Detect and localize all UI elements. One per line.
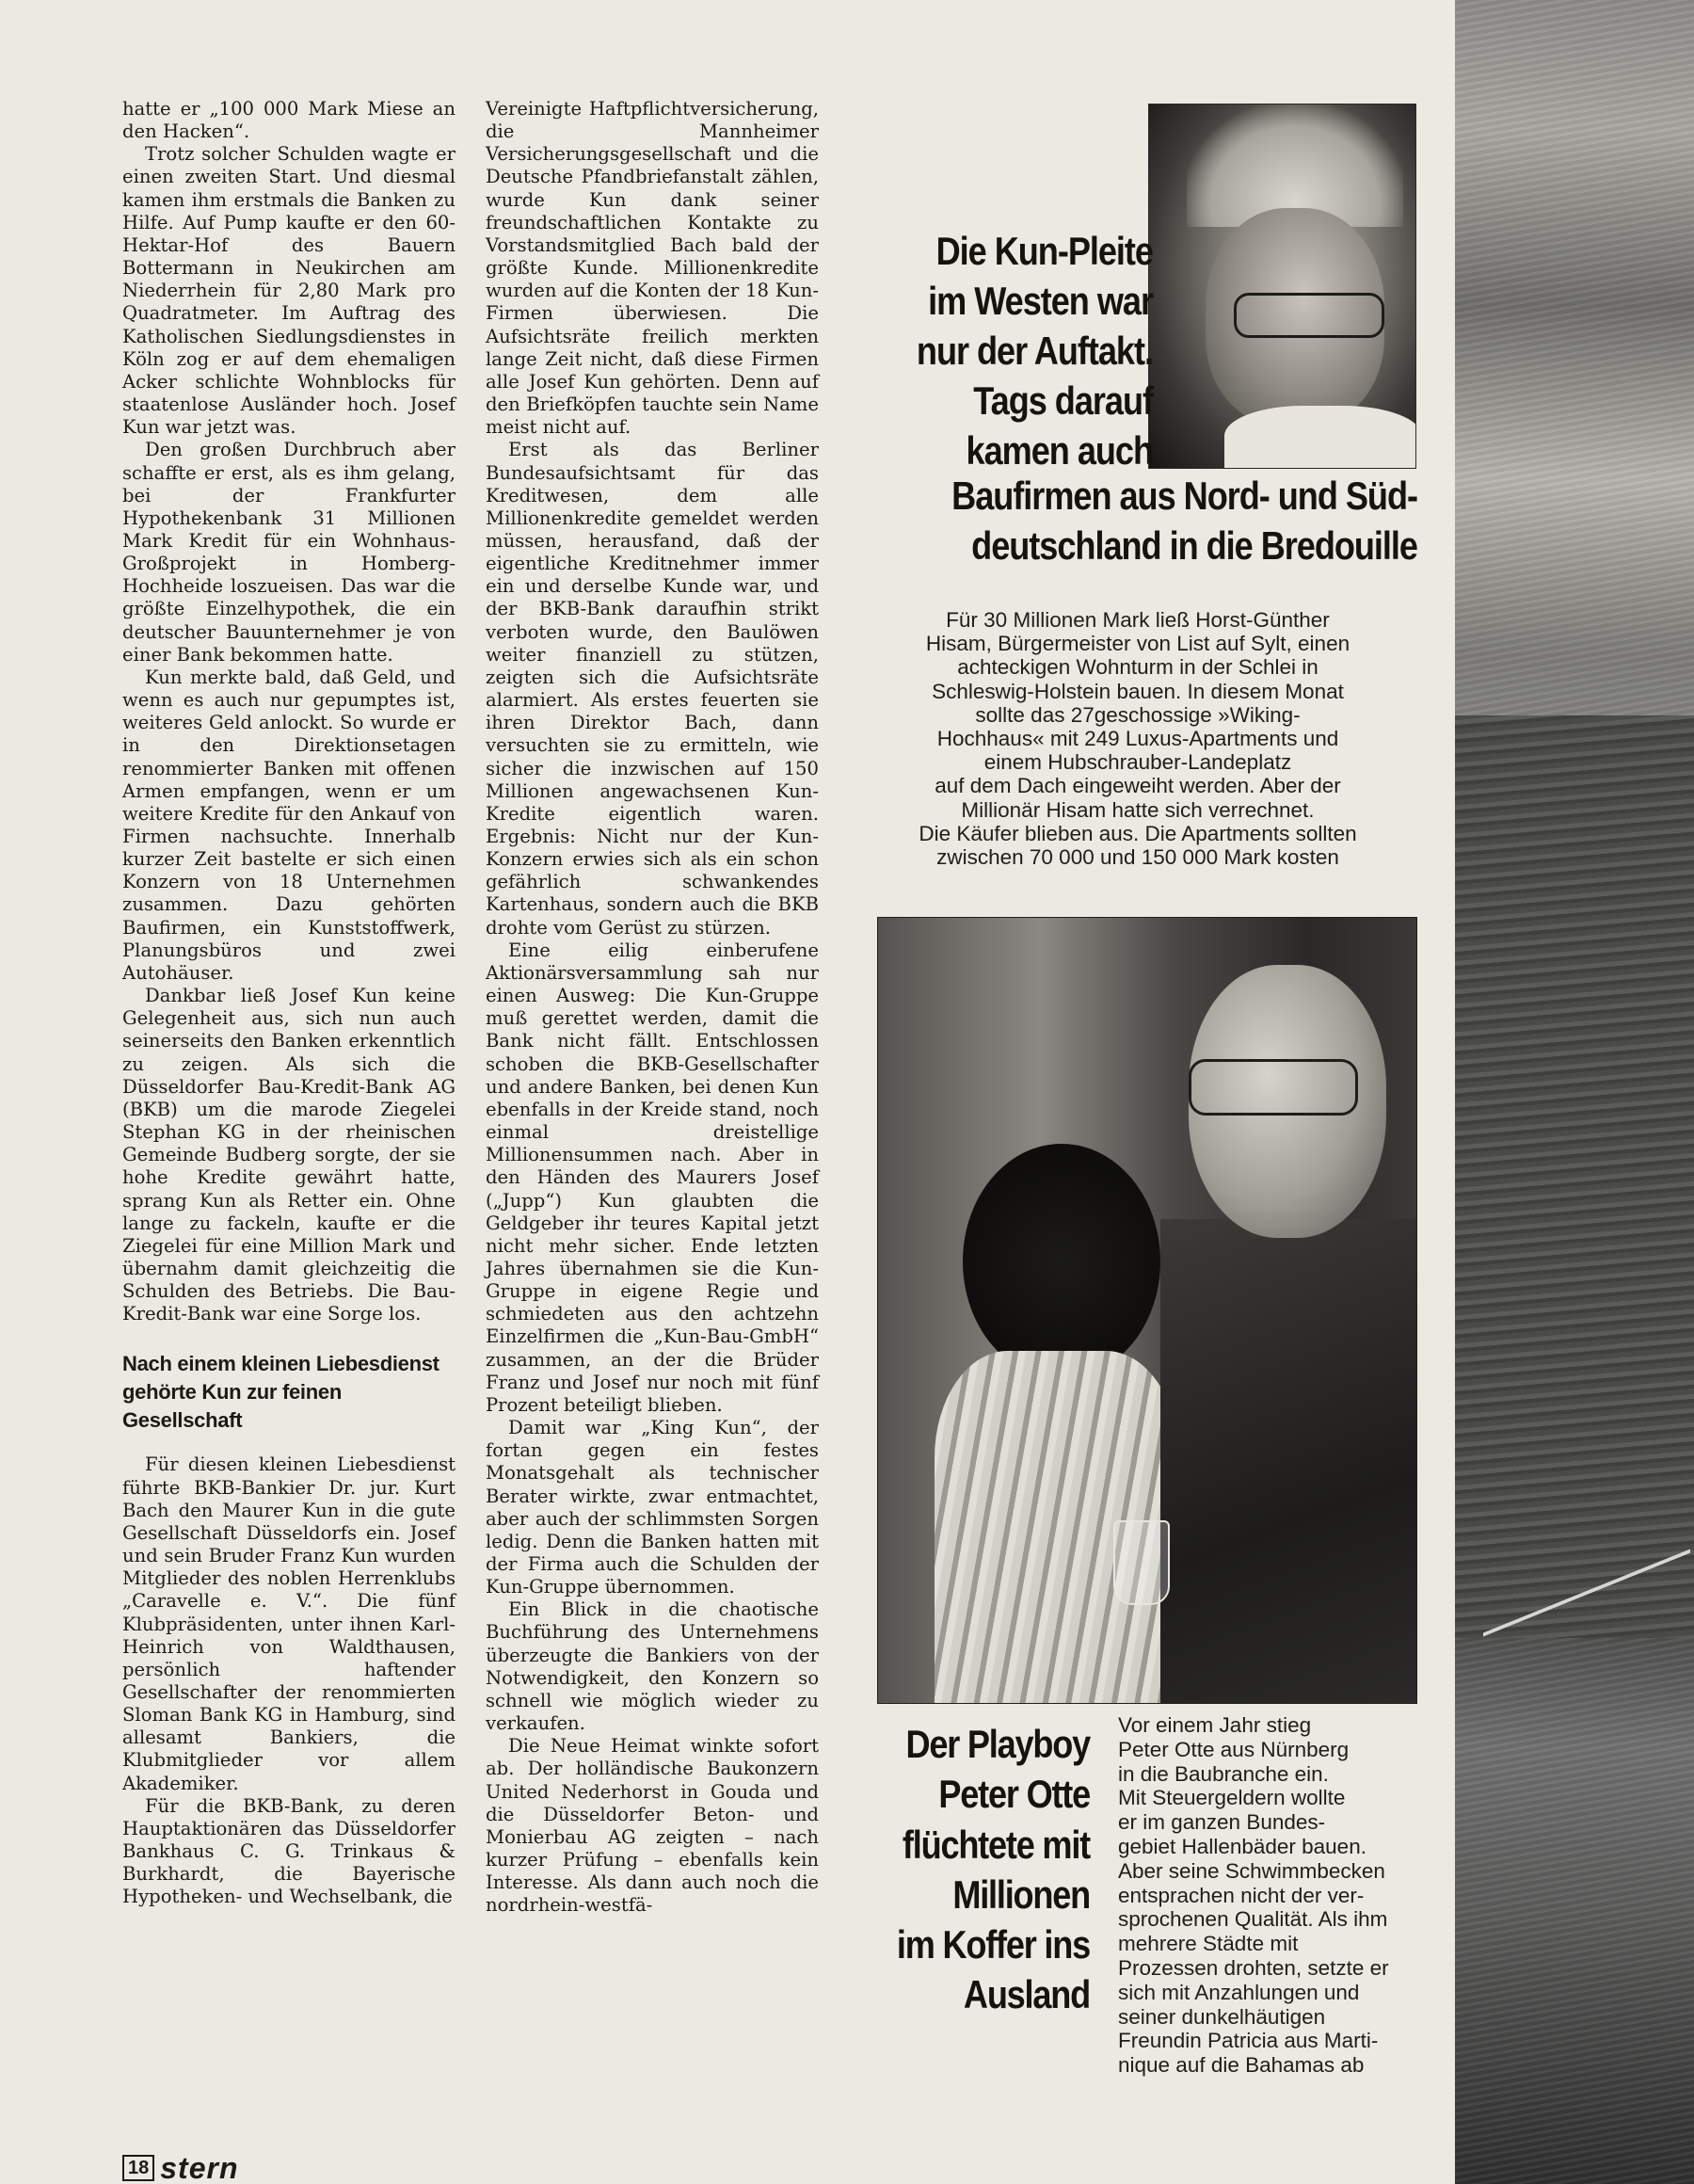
paragraph: Die Neue Heimat winkte sofort ab. Der holländische Baukonzern United Nederhorst in Gouda und die Düsseldorfer Beton- und Monierbau AG zeigten – nach kurzer Prüfung – ebenfalls kein Interesse. Als dann auch noch die nordrhein-westfä- (486, 1735, 819, 1917)
caption-line: er im ganzen Bundes- (1118, 1810, 1326, 1835)
portrait-photo-man (1148, 104, 1416, 469)
headline-line: Baufirmen aus Nord- und Süd- (951, 474, 1417, 518)
page-number: 18 (122, 2155, 154, 2181)
photo-caption-2 (1118, 1713, 1438, 2078)
caption-line: gebiet Hallenbäder bauen. (1118, 1834, 1366, 1858)
paragraph: Den großen Durchbruch aber schaffte er erst, als es ihm gelang, bei der Frankfurter Hypothekenbank 31 Millionen Mark Kredit für ein Wohnhaus-Großprojekt in Homberg-Hochheide loszueisen. Das war die größte Einzelhypothek, die ein deutscher Bauunternehmer je von einer Bank bekommen hatte. (122, 439, 455, 666)
photo-couple (877, 917, 1417, 1704)
headline-line: flüchtete mit (902, 1822, 1090, 1867)
pull-headline-1-continued (927, 471, 1417, 570)
headline-line: nur der Auftakt. (916, 329, 1153, 373)
caption-line: Vor einem Jahr stieg (1118, 1713, 1312, 1737)
caption-line: Millionär Hisam hatte sich verrechnet. (961, 797, 1315, 822)
paragraph: hatte er „100 000 Mark Miese an den Hacken“. (122, 98, 455, 143)
headline-line: Ausland (963, 1972, 1090, 2017)
caption-line: Schleswig-Holstein bauen. In diesem Monat (932, 679, 1344, 703)
caption-line: zwischen 70 000 und 150 000 Mark kosten (936, 845, 1339, 870)
section-subheading: Nach einem kleinen Liebesdienst gehörte Kun zur feinen Gesellschaft (122, 1352, 439, 1433)
caption-line: Die Käufer blieben aus. Die Apartments sollten (919, 821, 1357, 845)
headline-line: Tags darauf (973, 378, 1153, 423)
paragraph: Damit war „King Kun“, der fortan gegen ein festes Monatsgehalt als technischer Berater wirkte, zwar entmachtet, aber auch der schlimmsten Sorgen ledig. Denn die Banken hatten mit der Firma auch die Schulden der Kun-Gruppe übernommen. (486, 1417, 819, 1598)
paragraph: Kun merkte bald, daß Geld, und wenn es auch nur gepumptes ist, weiteres Geld anlockt. So wurde er in den Direktionsetagen renommierter Banken mit offenen Armen empfangen, wenn er um weitere Kredite für den Ankauf von Firmen nachsuchte. Innerhalb kurzer Zeit bastelte er sich einen Konzern von 18 Unternehmen zusammen. Dazu gehörten Baufirmen, ein Kunststoffwerk, Planungsbüros und zwei Autohäuser. (122, 666, 455, 984)
headline-line: deutschland in die Bredouille (971, 523, 1417, 568)
magazine-logo: stern (160, 2150, 239, 2184)
caption-line: entsprachen nicht der ver- (1118, 1883, 1365, 1907)
caption-line: Prozessen drohten, setzte er (1118, 1955, 1389, 1980)
headline-line: Millionen (952, 1871, 1090, 1917)
caption-line: Hochhaus« mit 249 Luxus-Apartments und (936, 727, 1339, 751)
caption-line: in die Baubranche ein. (1118, 1761, 1329, 1786)
headline-line: Der Playboy (905, 1722, 1090, 1766)
aerial-photo-strip (1446, 0, 1694, 2184)
caption-line: sollte das 27geschossige »Wiking- (975, 702, 1301, 727)
caption-line: auf dem Dach eingeweiht werden. Aber der (935, 774, 1341, 798)
caption-line: Mit Steuergeldern wollte (1118, 1786, 1346, 1810)
pull-headline-2 (890, 1719, 1090, 2020)
caption-line: mehrere Städte mit (1118, 1932, 1299, 1956)
paragraph: Ein Blick in die chaotische Buchführung des Unternehmens überzeugte die Bankiers von der Notwendigkeit, den Konzern so schnell wie möglich wieder zu verkaufen. (486, 1598, 819, 1735)
page-footer (122, 2152, 239, 2184)
caption-line: einem Hubschrauber-Landeplatz (983, 750, 1292, 775)
paragraph: Für die BKB-Bank, zu deren Hauptaktionären das Düsseldorfer Bankhaus C. G. Trinkaus & Burkhardt, die Bayerische Hypotheken- und Wechselbank, die (122, 1794, 455, 1908)
paragraph: Trotz solcher Schulden wagte er einen zweiten Start. Und diesmal kamen ihm erstmals die Banken zu Hilfe. Auf Pump kaufte er den 60-Hektar-Hof des Bauern Bottermann in Neukirchen am Niederrhein für 2,80 Mark pro Quadratmeter. Im Auftrag des Katholischen Siedlungsdienstes in Köln zog er auf dem ehemaligen Acker schlichte Wohnblocks für staatenlose Ausländer hoch. Josef Kun war jetzt was. (122, 143, 455, 439)
headline-line: Die Kun-Pleite (935, 229, 1153, 273)
paragraph: Vereinigte Haftpflichtversicherung, die Mannheimer Versicherungsgesellschaft und die Deutsche Pfandbriefanstalt zählen, wurde Kun dank seiner freundschaftlichen Kontakte zu Vorstandsmitglied Bach bald der größte Kunde. Millionenkredite wurden auf die Konten der 18 Kun-Firmen überwiesen. Die Aufsichtsräte freilich merkten lange Zeit nicht, daß diese Firmen alle Josef Kun gehörten. Denn auf den Briefköpfen tauchte sein Name meist nicht auf. (486, 98, 819, 439)
caption-line: Peter Otte aus Nürnberg (1118, 1737, 1350, 1761)
pull-headline-1 (873, 226, 1153, 475)
caption-line: achteckigen Wohnturm in der Schlei in (957, 655, 1318, 680)
photo-caption-1 (860, 608, 1415, 869)
paragraph: Dankbar ließ Josef Kun keine Gelegenheit aus, sich nun auch seinerseits den Banken erkenntlich zu zeigen. Als sich die Düsseldorfer Bau-Kredit-Bank AG (BKB) um die marode Ziegelei Stephan KG in der rheinischen Gemeinde Budberg sorgte, der sie hohe Kredite gewährt hatte, sprang Kun als Retter ein. Ohne lange zu fackeln, kaufte er die Ziegelei für eine Million Mark und übernahm damit gleichzeitig die Schulden des Betriebs. Die Bau-Kredit-Bank war eine Sorge los. (122, 985, 455, 1325)
caption-line: sprochenen Qualität. Als ihm (1118, 1907, 1388, 1932)
paragraph: Für diesen kleinen Liebesdienst führte BKB-Bankier Dr. jur. Kurt Bach den Maurer Kun in die gute Gesellschaft Düsseldorfs ein. Josef und sein Bruder Franz Kun wurden Mitglieder des noblen Herrenklubs „Caravelle e. V.“. Die fünf Klubpräsidenten, unter ihnen Karl-Heinrich von Waldthausen, persönlich haftender Gesellschafter der renommierten Sloman Bank KG in Hamburg, sind allesamt Bankiers, die Klubmitglieder vor allem Akademiker. (122, 1453, 455, 1794)
article-column-2 (486, 98, 819, 1918)
paragraph: Erst als das Berliner Bundesaufsichtsamt für das Kreditwesen, dem alle Millionenkredite gemeldet werden müssen, herausfand, daß der eigentliche Kreditnehmer immer ein und derselbe Kunde war, und der BKB-Bank daraufhin strikt verboten wurde, den Baulöwen weiter finanziell zu stützen, zeigten sich die Aufsichtsräte alarmiert. Als erstes feuerten sie ihren Direktor Bach, dann versuchten sie zu ermitteln, wie sicher die inzwischen auf 150 Millionen angewachsenen Kun-Kredite eigentlich waren. Ergebnis: Nicht nur der Kun-Konzern erwies sich als ein schon gefährlich schwankendes Kartenhaus, sondern auch die BKB drohte vom Gerüst zu stürzen. (486, 439, 819, 939)
caption-line: Für 30 Millionen Mark ließ Horst-Günther (946, 608, 1330, 632)
caption-line: Freundin Patricia aus Marti- (1118, 2029, 1379, 2053)
caption-line: seiner dunkelhäutigen (1118, 2004, 1326, 2029)
article-column-1 (122, 98, 455, 1909)
caption-line: sich mit Anzahlungen und (1118, 1980, 1360, 2004)
caption-line: Aber seine Schwimmbecken (1118, 1858, 1385, 1883)
headline-line: kamen auch (966, 428, 1153, 473)
paragraph: Eine eilig einberufene Aktionärsversammlung sah nur einen Ausweg: Die Kun-Gruppe muß gerettet werden, damit die Bank nicht fällt. Entschlossen schoben die BKB-Gesellschafter und andere Banken, bei denen Kun ebenfalls in der Kreide stand, noch einmal dreistellige Millionensummen nach. Aber in den Händen des Maurers Josef („Jupp“) Kun glaubten die Geldgeber ihr teures Kapital jetzt nicht mehr sicher. Ende letzten Jahres übernahmen sie die Kun-Gruppe in eigene Regie und schmiedeten aus den achtzehn Einzelfirmen die „Kun-Bau-GmbH“ zusammen, an der die Brüder Franz und Josef nur noch mit fünf Prozent beteiligt blieben. (486, 939, 819, 1416)
headline-line: im Westen war (928, 279, 1153, 323)
headline-line: im Koffer ins (896, 1922, 1090, 1967)
headline-line: Peter Otte (938, 1772, 1090, 1817)
caption-line: Hisam, Bürgermeister von List auf Sylt, einen (925, 632, 1350, 656)
caption-line: nique auf die Bahamas ab (1118, 2053, 1365, 2078)
